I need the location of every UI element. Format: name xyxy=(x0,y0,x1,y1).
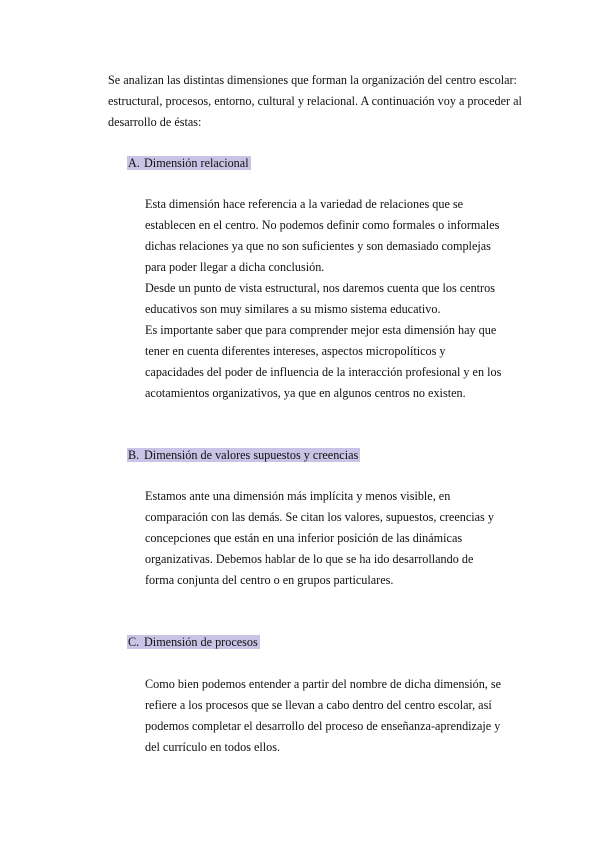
section-title: Dimensión de valores supuestos y creencias xyxy=(144,448,359,462)
section-letter: A. xyxy=(128,156,140,170)
paragraph: Como bien podemos entender a partir del nombre de dicha dimensión, se refiere a los procesos que se llevan a cabo dentro del centro escolar, así podemos completar el desarrollo del proceso de enseñanza-aprendizaje y del currículo en todos ellos. xyxy=(145,677,502,754)
paragraph: Estamos ante una dimensión más implícita y menos visible, en comparación con las demás. Se citan los valores, supuestos, creencias y concepciones que están en una inferior posición de las dinámicas organizativas. Debemos hablar de lo que se ha ido desarrollando de forma conjunta del centro o en grupos particulares. xyxy=(145,489,494,587)
section-heading-b xyxy=(127,447,360,463)
intro-paragraph: Se analizan las distintas dimensiones que forman la organización del centro escolar: estructural, procesos, entorno, cultural y relacional. A continuación voy a proceder al desarrollo de éstas: xyxy=(108,73,522,129)
heading-highlight xyxy=(127,156,251,170)
section-letter: C. xyxy=(128,635,140,649)
section-heading-a xyxy=(127,155,251,171)
section-body-a xyxy=(145,194,505,404)
section-body-c xyxy=(145,674,505,758)
paragraph: Es importante saber que para comprender mejor esta dimensión hay que tener en cuenta diferentes intereses, aspectos micropolíticos y capacidades del poder de influencia de la interacción profesional y en los acotamientos organizativos, ya que en algunos centros no existen. xyxy=(145,323,502,400)
section-heading-c xyxy=(127,634,260,650)
heading-highlight xyxy=(127,448,360,462)
section-title: Dimensión relacional xyxy=(144,156,249,170)
section-body-b xyxy=(145,486,505,591)
paragraph: Desde un punto de vista estructural, nos daremos cuenta que los centros educativos son muy similares a su mismo sistema educativo. xyxy=(145,281,495,316)
section-letter: B. xyxy=(128,448,140,462)
section-title: Dimensión de procesos xyxy=(144,635,258,649)
heading-highlight xyxy=(127,635,260,649)
paragraph: Esta dimensión hace referencia a la variedad de relaciones que se establecen en el centro. No podemos definir como formales o informales dichas relaciones ya que no son suficientes y son demasiado complejas para poder llegar a dicha conclusión. xyxy=(145,197,500,274)
